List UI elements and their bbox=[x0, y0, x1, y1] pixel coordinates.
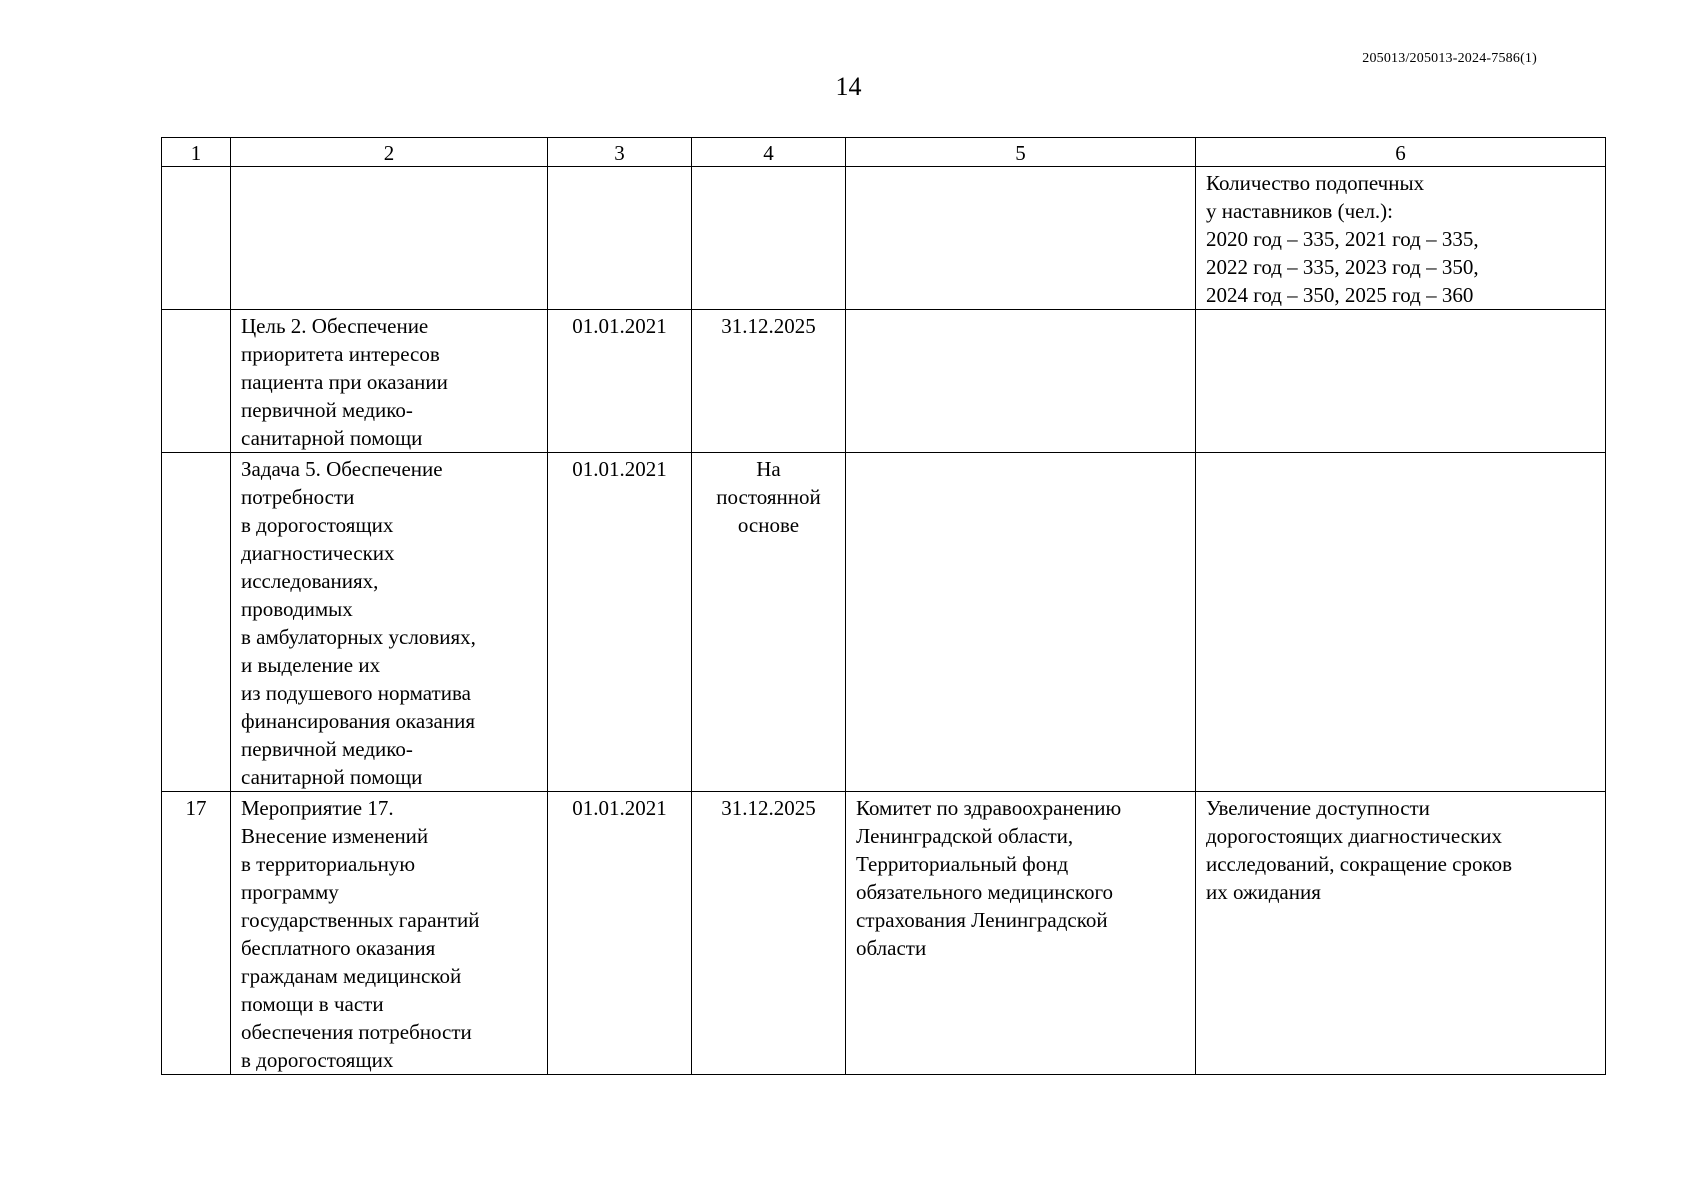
start-date-cell: 01.01.2021 bbox=[548, 453, 692, 792]
column-header-1: 1 bbox=[162, 138, 231, 167]
item-name-cell bbox=[231, 167, 548, 310]
end-date-cell: На постоянной основе bbox=[692, 453, 846, 792]
item-name-cell: Мероприятие 17. Внесение изменений в территориальную программу государственных гарантий бесплатного оказания гражданам медицинской помощи в части обеспечения потребности в дорогостоящих bbox=[231, 792, 548, 1075]
responsible-cell bbox=[846, 167, 1196, 310]
table-row bbox=[162, 310, 1606, 453]
item-name-cell: Цель 2. Обеспечение приоритета интересов пациента при оказании первичной медико- санитарной помощи bbox=[231, 310, 548, 453]
column-header-5: 5 bbox=[846, 138, 1196, 167]
start-date-cell: 01.01.2021 bbox=[548, 310, 692, 453]
table-row bbox=[162, 453, 1606, 792]
page-number: 14 bbox=[835, 72, 862, 101]
start-date-cell: 01.01.2021 bbox=[548, 792, 692, 1075]
plan-table bbox=[161, 137, 1606, 1075]
row-number-cell bbox=[162, 167, 231, 310]
responsible-cell bbox=[846, 453, 1196, 792]
result-cell bbox=[1196, 453, 1606, 792]
responsible-cell: Комитет по здравоохранению Ленинградской области, Территориальный фонд обязательного медицинского страхования Ленинградской области bbox=[846, 792, 1196, 1075]
row-number-cell bbox=[162, 310, 231, 453]
row-number-cell: 17 bbox=[162, 792, 231, 1075]
end-date-cell bbox=[692, 167, 846, 310]
row-number-cell bbox=[162, 453, 231, 792]
end-date-cell: 31.12.2025 bbox=[692, 792, 846, 1075]
result-cell: Количество подопечных у наставников (чел.): 2020 год – 335, 2021 год – 335, 2022 год – 335, 2023 год – 350, 2024 год – 350, 2025 год – 360 bbox=[1196, 167, 1606, 310]
responsible-cell bbox=[846, 310, 1196, 453]
table-row bbox=[162, 167, 1606, 310]
column-header-2: 2 bbox=[231, 138, 548, 167]
start-date-cell bbox=[548, 167, 692, 310]
column-header-3: 3 bbox=[548, 138, 692, 167]
end-date-cell: 31.12.2025 bbox=[692, 310, 846, 453]
table-header-row bbox=[162, 138, 1606, 167]
result-cell: Увеличение доступности дорогостоящих диагностических исследований, сокращение сроков их ожидания bbox=[1196, 792, 1606, 1075]
result-cell bbox=[1196, 310, 1606, 453]
document-id: 205013/205013-2024-7586(1) bbox=[1362, 51, 1537, 66]
item-name-cell: Задача 5. Обеспечение потребности в дорогостоящих диагностических исследованиях, проводимых в амбулаторных условиях, и выделение их из подушевого норматива финансирования оказания первичной медико- санитарной помощи bbox=[231, 453, 548, 792]
column-header-4: 4 bbox=[692, 138, 846, 167]
column-header-6: 6 bbox=[1196, 138, 1606, 167]
table-row bbox=[162, 792, 1606, 1075]
